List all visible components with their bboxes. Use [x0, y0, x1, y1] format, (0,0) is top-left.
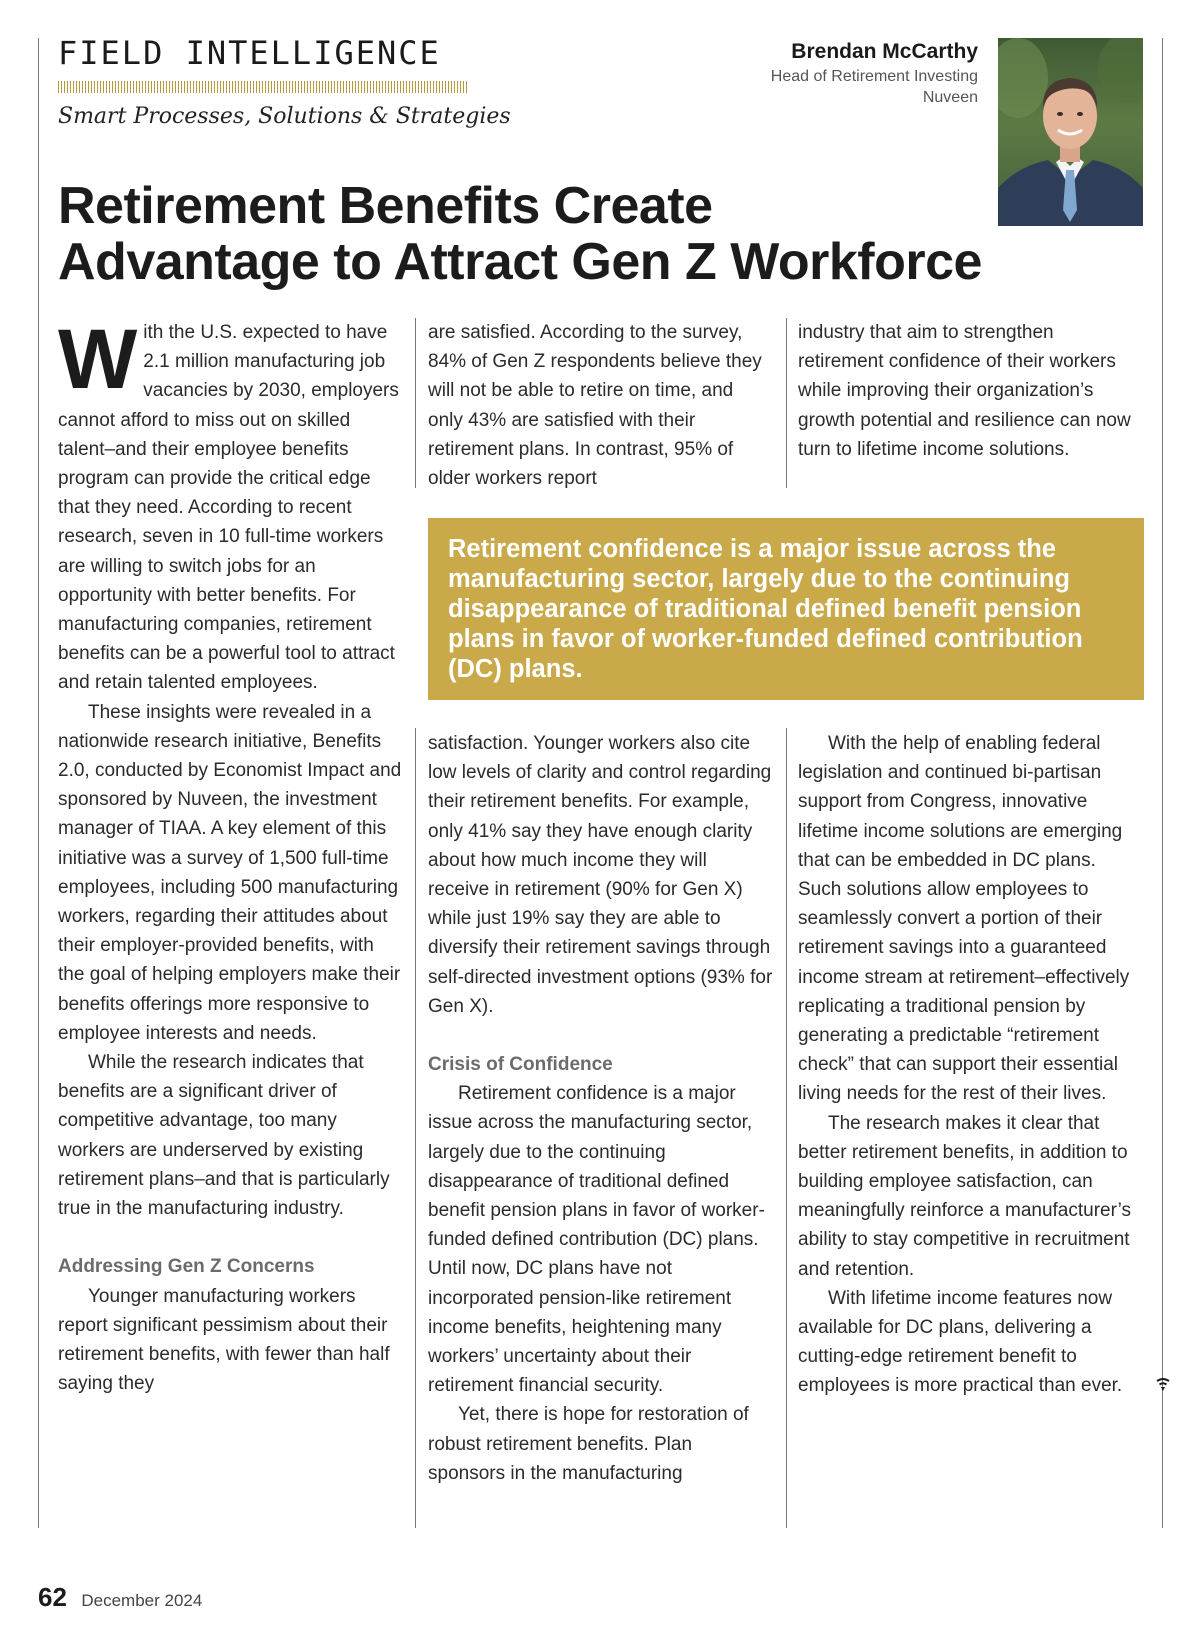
article-subhead: Addressing Gen Z Concerns — [58, 1256, 315, 1278]
column-rule — [786, 728, 787, 1528]
article-column-2-bottom — [428, 729, 773, 1488]
end-of-article-icon — [1126, 1372, 1140, 1386]
article-paragraph: Retirement confidence is a major issue across the manufacturing sector, largely due to the continuing disappearance of traditional defined benefit pension plans in favor of worker-funded defined contribution (DC) plans. Until now, DC plans have not incorporated pension-like retirement income benefits, heightening many workers’ uncertainty about their retirement financial security. — [428, 1083, 765, 1397]
column-rule — [786, 318, 787, 488]
paragraph-text: ith the U.S. expected to have 2.1 million manufacturing job vacancies by 2030, employers cannot afford to miss out on skilled talent–and their employee benefits program can provide the critical edge that they need. According to recent research, seven in 10 full-time workers are willing to switch jobs for an opportunity with better benefits. For manufacturing companies, retirement benefits can be a powerful tool to attract and retain talented employees. — [58, 322, 399, 694]
author-byline — [771, 38, 978, 108]
page-border-left — [38, 38, 39, 1528]
article-column-3-bottom — [798, 729, 1143, 1401]
drop-cap: W — [58, 312, 138, 406]
article-paragraph — [58, 312, 403, 698]
article-paragraph: With the help of enabling federal legislation and continued bi-partisan support from Congress, innovative lifetime income solutions are emerging that can be embedded in DC plans. Such solutions allow employees to seamlessly convert a portion of their retirement savings into a guaranteed income stream at retirement–effectively replicating a traditional pension by generating a predictable “retirement check” that can support their essential living needs for the rest of their lives. — [798, 733, 1130, 1105]
column-rule — [415, 318, 416, 488]
author-name: Brendan McCarthy — [791, 40, 978, 63]
issue-date: December 2024 — [81, 1591, 203, 1610]
headline-line-1: Retirement Benefits Create — [58, 177, 713, 235]
article-paragraph — [798, 1284, 1143, 1401]
article-column-1 — [58, 312, 403, 1398]
article-paragraph: industry that aim to strengthen retirement confidence of their workers while improving their organization’s growth potential and resilience can now turn to lifetime income solutions. — [798, 322, 1131, 460]
pull-quote-text: Retirement confidence is a major issue across the manufacturing sector, largely due to the continuing disappearance of traditional defined benefit pension plans in favor of worker-funded defined contribution (DC) plans. — [448, 535, 1083, 683]
headline-line-2: Advantage to Attract Gen Z Workforce — [58, 233, 982, 291]
decorative-hatch-rule — [58, 81, 468, 93]
article-paragraph: These insights were revealed in a nationwide research initiative, Benefits 2.0, conducted by Economist Impact and sponsored by Nuveen, the investment manager of TIAA. A key element of this initiative was a survey of 1,500 full-time employees, including 500 manufacturing workers, regarding their attitudes about their employer-provided benefits, with the goal of helping employers make their benefits offerings more responsive to employee interests and needs. — [58, 701, 402, 1044]
page-number: 62 — [38, 1582, 67, 1612]
section-kicker: FIELD INTELLIGENCE — [58, 34, 441, 72]
article-column-2-top — [428, 318, 773, 493]
paragraph-text: With lifetime income features now available for DC plans, delivering a cutting-edge retirement benefit to employees is more practical than ever. — [798, 1287, 1123, 1397]
article-paragraph: While the research indicates that benefits are a significant driver of competitive advantage, too many workers are underserved by existing retirement plans–and that is particularly true in the manufacturing industry. — [58, 1052, 390, 1220]
column-rule — [415, 728, 416, 1528]
author-role: Head of Retirement Investing — [770, 68, 978, 85]
article-paragraph: satisfaction. Younger workers also cite low levels of clarity and control regarding their retirement benefits. For example, only 41% say they have enough clarity about how much income they will receive in retirement (90% for Gen X) while just 19% say they are able to diversify their retirement savings through self-directed investment options (93% for Gen X). — [428, 733, 773, 1017]
article-headline — [58, 178, 1138, 290]
section-tagline: Smart Processes, Solutions & Strategies — [58, 104, 511, 129]
article-column-3-top — [798, 318, 1143, 464]
article-paragraph: Yet, there is hope for restoration of robust retirement benefits. Plan sponsors in the manufacturing — [428, 1404, 749, 1484]
page-border-right — [1162, 38, 1163, 1528]
pull-quote — [428, 518, 1144, 700]
article-paragraph: are satisfied. According to the survey, 84% of Gen Z respondents believe they will not be able to retire on time, and only 43% are satisfied with their retirement plans. In contrast, 95% of older workers report — [428, 322, 762, 490]
article-subhead: Crisis of Confidence — [428, 1054, 613, 1076]
page-footer — [38, 1582, 202, 1613]
article-paragraph: The research makes it clear that better retirement benefits, in addition to building employee satisfaction, can meaningfully reinforce a manufacturer’s ability to stay competitive in recruitment and retention. — [798, 1112, 1132, 1280]
article-paragraph: Younger manufacturing workers report significant pessimism about their retirement benefits, with fewer than half saying they — [58, 1285, 390, 1395]
author-organization: Nuveen — [922, 89, 978, 106]
